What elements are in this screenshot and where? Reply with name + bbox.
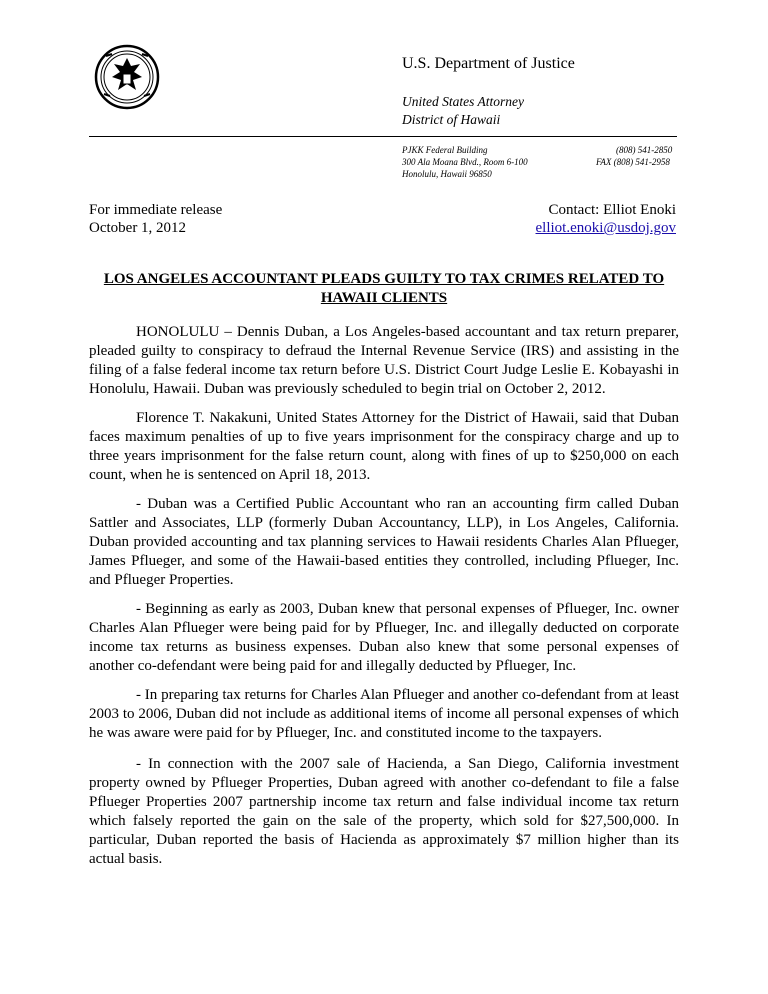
fax-number: FAX (808) 541-2958	[596, 157, 670, 167]
address-line-2: 300 Ala Moana Blvd., Room 6-100	[402, 157, 528, 167]
agency-name: U.S. Department of Justice	[402, 55, 575, 72]
address-line-3: Honolulu, Hawaii 96850	[402, 169, 492, 179]
paragraph-6: - In connection with the 2007 sale of Hacienda, a San Diego, California investment property owned by Pflueger Properties, Duban agreed with another co-defendant to file a false Pflueger Properties 2007 partnership income tax return and false individual income tax return which falsely reported the gain on the sale of the property, which sold for $27,500,000. In particular, Duban reported the basis of Hacienda as approximately $7 million higher than its actual basis.	[89, 756, 679, 867]
contact-name: Contact: Elliot Enoki	[548, 202, 676, 218]
headline: LOS ANGELES ACCOUNTANT PLEADS GUILTY TO TAX CRIMES RELATED TO HAWAII CLIENTS	[103, 271, 665, 306]
office-line-1: United States Attorney	[402, 94, 524, 109]
paragraph-4: - Beginning as early as 2003, Duban knew that personal expenses of Pflueger, Inc. owner Charles Alan Pflueger were being paid for by Pflueger, Inc. and illegally deducted on corporate income tax returns as business expenses. Duban also knew that some personal expenses of another co-defendant were being paid for and illegally deducted by Pflueger, Inc.	[89, 601, 679, 674]
contact-email-link[interactable]: elliot.enoki@usdoj.gov	[535, 220, 676, 236]
office-line-2: District of Hawaii	[402, 112, 501, 127]
paragraph-5: - In preparing tax returns for Charles Alan Pflueger and another co-defendant from at least 2003 to 2006, Duban did not include as additional items of income all personal expenses of which he was aware were paid for by Pflueger, Inc. and constituted income to the taxpayers.	[89, 687, 679, 741]
address-line-1: PJKK Federal Building	[402, 145, 488, 155]
paragraph-2: Florence T. Nakakuni, United States Attorney for the District of Hawaii, said that Duban faces maximum penalties of up to five years imprisonment for the conspiracy charge and up to three years imprisonment for the false return count, along with fines of up to $250,000 on each count, when he is sentenced on April 18, 2013.	[89, 410, 679, 483]
paragraph-3: - Duban was a Certified Public Accountant who ran an accounting firm called Duban Sattler and Associates, LLP (formerly Duban Accountancy, LLP), in Los Angeles, California. Duban provided accounting and tax planning services to Hawaii residents Charles Alan Pflueger, James Pflueger, and some of the Hawaii-based entities they controlled, including Pflueger, Inc. and Pflueger Properties.	[89, 496, 679, 588]
doj-seal-icon	[94, 44, 160, 110]
paragraph-1: HONOLULU – Dennis Duban, a Los Angeles-based accountant and tax return preparer, pleaded guilty to conspiracy to defraud the Internal Revenue Service (IRS) and assisting in the filing of a false federal income tax return before U.S. District Court Judge Leslie E. Kobayashi in Honolulu, Hawaii. Duban was previously scheduled to begin trial on October 2, 2012.	[89, 324, 679, 397]
letterhead-divider	[89, 136, 677, 137]
release-label: For immediate release	[89, 202, 223, 218]
phone-number: (808) 541-2850	[616, 145, 673, 155]
release-date: October 1, 2012	[89, 220, 187, 236]
